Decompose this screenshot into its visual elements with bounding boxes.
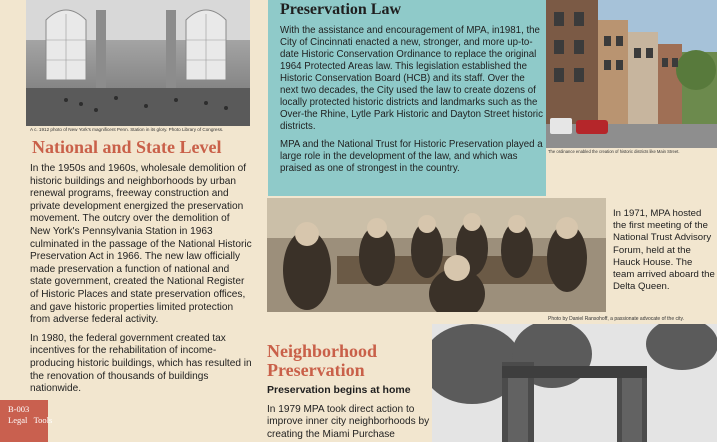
panel-badge	[0, 400, 53, 442]
law-paragraph-1: With the assistance and encouragement of MPA, in1981, the City of Cincinnati enacted a new, stronger, and more up-to-date Historic Conservation Ordinance to replace the original 1964 Protected Areas law. This legislation established the Historic Conservation Board (HCB) and its staff. Over the next two decades, the City used the law to create dozens of locally protected historic districts and landmarks such as the Over-the Rhine, Lytle Park Historic and Dayton Street historic districts.	[280, 25, 543, 132]
neighborhood-subheading: Preservation begins at home	[267, 384, 411, 396]
national-state-heading: National and State Level	[32, 137, 222, 157]
meeting-photo	[267, 198, 606, 312]
badge-code: B-003	[8, 404, 30, 414]
arch-photo-credit: Photo by Daniel Ransohoff, a passionate advocate of the city.	[548, 316, 685, 322]
penn-station-caption: A c. 1912 photo of New York's magnificent Penn. Station in its glory. Photo Library of Congress.	[30, 127, 224, 132]
preservation-law-panel	[268, 0, 546, 196]
main-street-image	[546, 0, 717, 148]
neighborhood-text: In 1979 MPA took direct action to improve inner city neighborhoods by creating the Miami Purchase	[267, 404, 430, 440]
penn-station-photo	[26, 0, 250, 126]
arch-photo	[432, 324, 717, 442]
arch-image	[432, 324, 717, 442]
meeting-caption: In 1971, MPA hosted the first meeting of the National Trust Advisory Forum, held at the Hauck House. The team arrived aboard the Delta Queen.	[613, 208, 715, 293]
national-paragraph-2: In 1980, the federal government created tax incentives for the rehabilitation of income-producing historic buildings, which has resulted in the renovation of thousands of buildings nationwide.	[30, 332, 252, 395]
neighborhood-heading-line2: Preservation	[267, 360, 365, 380]
badge-label: Legal Tools	[8, 415, 53, 425]
preservation-law-text	[280, 25, 545, 181]
national-paragraph-1: In the 1950s and 1960s, wholesale demolition of historic buildings and neighborhoods by urban renewal programs, freeway construction and private development energized the preservation movement. The outcry over the demolition of New York's Pennsylvania Station in 1963 culminated in the passage of the National Historic Preservation Act in 1966. The new law officially made preservation a function of national and state government, created the National Register of Historic Places and state preservation offices, and gave historic properties limited protection from adverse federal activity.	[30, 163, 252, 326]
main-street-caption: The ordinance enabled the creation of historic districts like Main Street.	[548, 149, 680, 154]
neighborhood-heading-line1: Neighborhood	[267, 341, 378, 361]
meeting-image	[267, 198, 606, 312]
preservation-law-heading: Preservation Law	[280, 1, 402, 18]
main-street-photo	[546, 0, 717, 148]
law-paragraph-2: MPA and the National Trust for Historic Preservation played a large role in the development of the law, and which was praised as one of strongest in the country.	[280, 139, 543, 174]
penn-station-image	[26, 0, 250, 126]
national-state-text	[30, 163, 252, 402]
